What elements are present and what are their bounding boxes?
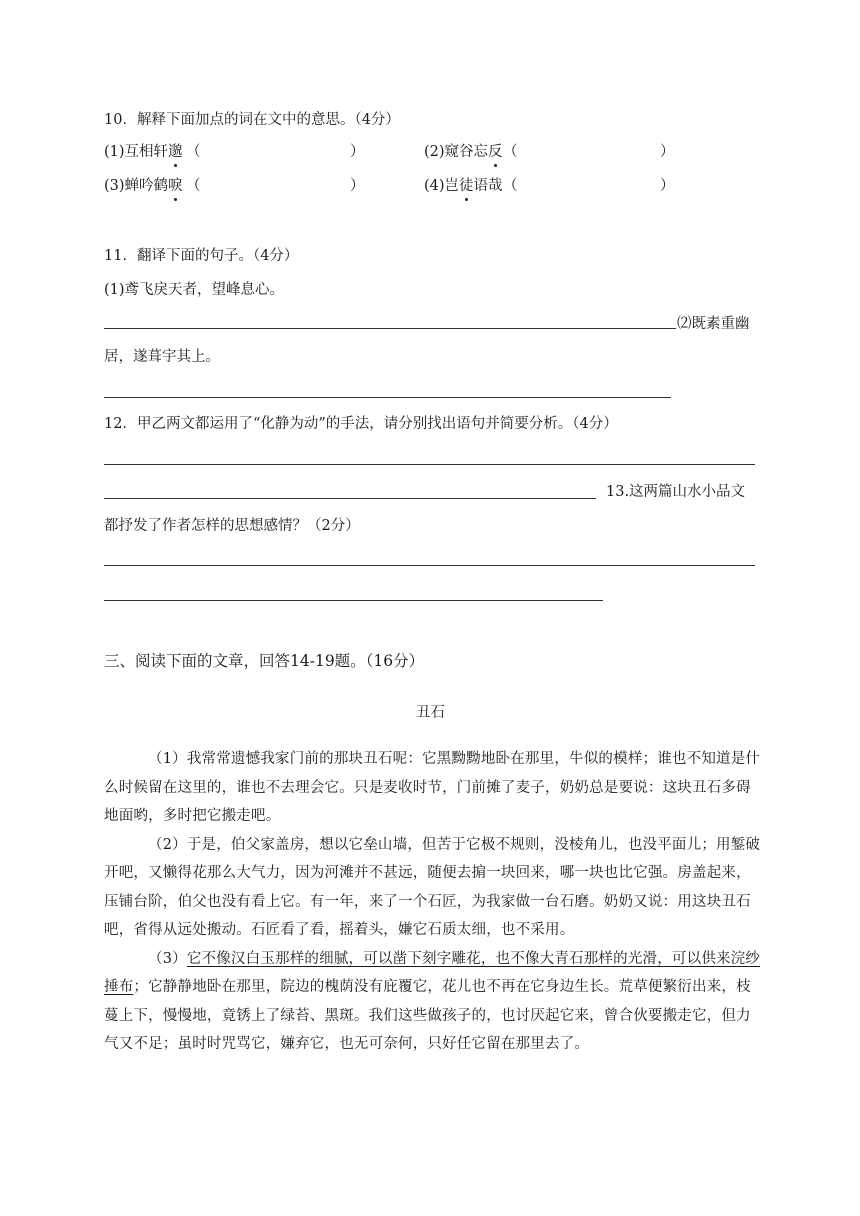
answer-line[interactable] xyxy=(104,328,676,329)
article-title: 丑石 xyxy=(416,705,445,721)
item-text: 岂 xyxy=(444,178,460,194)
answer-paren-open: （ xyxy=(503,178,518,194)
answer-paren-close: ） xyxy=(660,144,675,160)
q12-title: 12．甲乙两文都运用了“化静为动”的手法，请分别找出语句并简要分析。（4分） xyxy=(104,416,618,432)
item-number: (4) xyxy=(424,178,445,194)
q11-title: 11．翻译下面的句子。（4分） xyxy=(104,248,299,264)
paragraph-3-rest: ；它静静地卧在那里，院边的槐荫没有庇覆它，花儿也不再在它身边生长。荒草便繁衍出来，枝蔓上下，慢慢地，竟锈上了绿苔、黑斑。我们这些做孩子的，也讨厌起它来，曾合伙要搬走它，但力气又不足；虽时时咒骂它，嫌弃它，也无可奈何，只好任它留在那里去了。 xyxy=(104,979,751,1052)
item-number: (2) xyxy=(424,144,445,160)
q10-item-3 xyxy=(104,176,183,196)
q10-item-2 xyxy=(424,142,503,162)
item-text-post: 语哉 xyxy=(473,178,503,194)
answer-line[interactable] xyxy=(104,600,603,601)
q13-label: 13.这两篇山水小品文 xyxy=(606,484,746,500)
article-body xyxy=(104,745,764,1059)
answer-paren-close: ） xyxy=(350,178,365,194)
dotted-char: 唳 xyxy=(168,178,183,194)
answer-line[interactable] xyxy=(104,397,671,398)
answer-line[interactable] xyxy=(104,565,755,566)
paragraph-3 xyxy=(104,945,764,1059)
paragraph-2: （2）于是，伯父家盖房，想以它垒山墙，但苦于它极不规则，没棱角儿，也没平面儿；用錾破开吧，又懒得花那么大气力，因为河滩并不甚远，随便去掮一块回来，哪一块也比它强。房盖起来，压铺台阶，伯父也没有看上它。有一年，来了一个石匠，为我家做一台石磨。奶奶又说：用这块丑石吧，省得从远处搬动。石匠看了看，摇着头，嫌它石质太细，也不采用。 xyxy=(104,836,761,938)
section-heading: 三、阅读下面的文章，回答14-19题。（16分） xyxy=(104,652,425,670)
dotted-char: 徒 xyxy=(459,178,474,194)
q10-item-1 xyxy=(104,142,183,162)
answer-paren-open: （ xyxy=(186,178,201,194)
answer-paren-open: （ xyxy=(503,144,518,160)
item-text: 蝉吟鹤 xyxy=(124,178,169,194)
q10-title: 10．解释下面加点的词在文中的意思。（4分） xyxy=(104,112,400,128)
item-text: 窥谷忘 xyxy=(444,144,489,160)
answer-paren-close: ） xyxy=(350,144,365,160)
paragraph-1: （1）我常常遗憾我家门前的那块丑石呢：它黑黝黝地卧在那里，牛似的模样；谁也不知道是什么时候留在这里的，谁也不去理会它。只是麦收时节，门前摊了麦子，奶奶总是要说：这块丑石多碍地面哟，多时把它搬走吧。 xyxy=(104,751,761,824)
underlined-sentence: 它不像汉白玉那样的细腻，可以凿下刻字雕花，也不像大青石那样的光滑，可以供来浣纱捶布 xyxy=(104,950,761,995)
q11-sentence-2: ⑵既素重幽 xyxy=(677,316,750,332)
answer-paren-open: （ xyxy=(186,144,201,160)
answer-line[interactable] xyxy=(104,464,755,465)
item-text: 互相轩 xyxy=(124,144,169,160)
item-number: (3) xyxy=(104,178,125,194)
answer-paren-close: ） xyxy=(660,178,675,194)
q11-sentence-1: (1)鸢飞戾天者，望峰息心。 xyxy=(104,282,285,298)
q13-title-cont: 都抒发了作者怎样的思想感情？（2分） xyxy=(104,518,360,534)
dotted-char: 邈 xyxy=(168,144,183,160)
q10-item-4 xyxy=(424,176,503,196)
q11-sentence-2-cont: 居，遂葺宇其上。 xyxy=(104,349,220,365)
paragraph-number: （3） xyxy=(148,950,187,967)
answer-line[interactable] xyxy=(104,498,596,499)
dotted-char: 反 xyxy=(488,144,503,160)
item-number: (1) xyxy=(104,144,125,160)
